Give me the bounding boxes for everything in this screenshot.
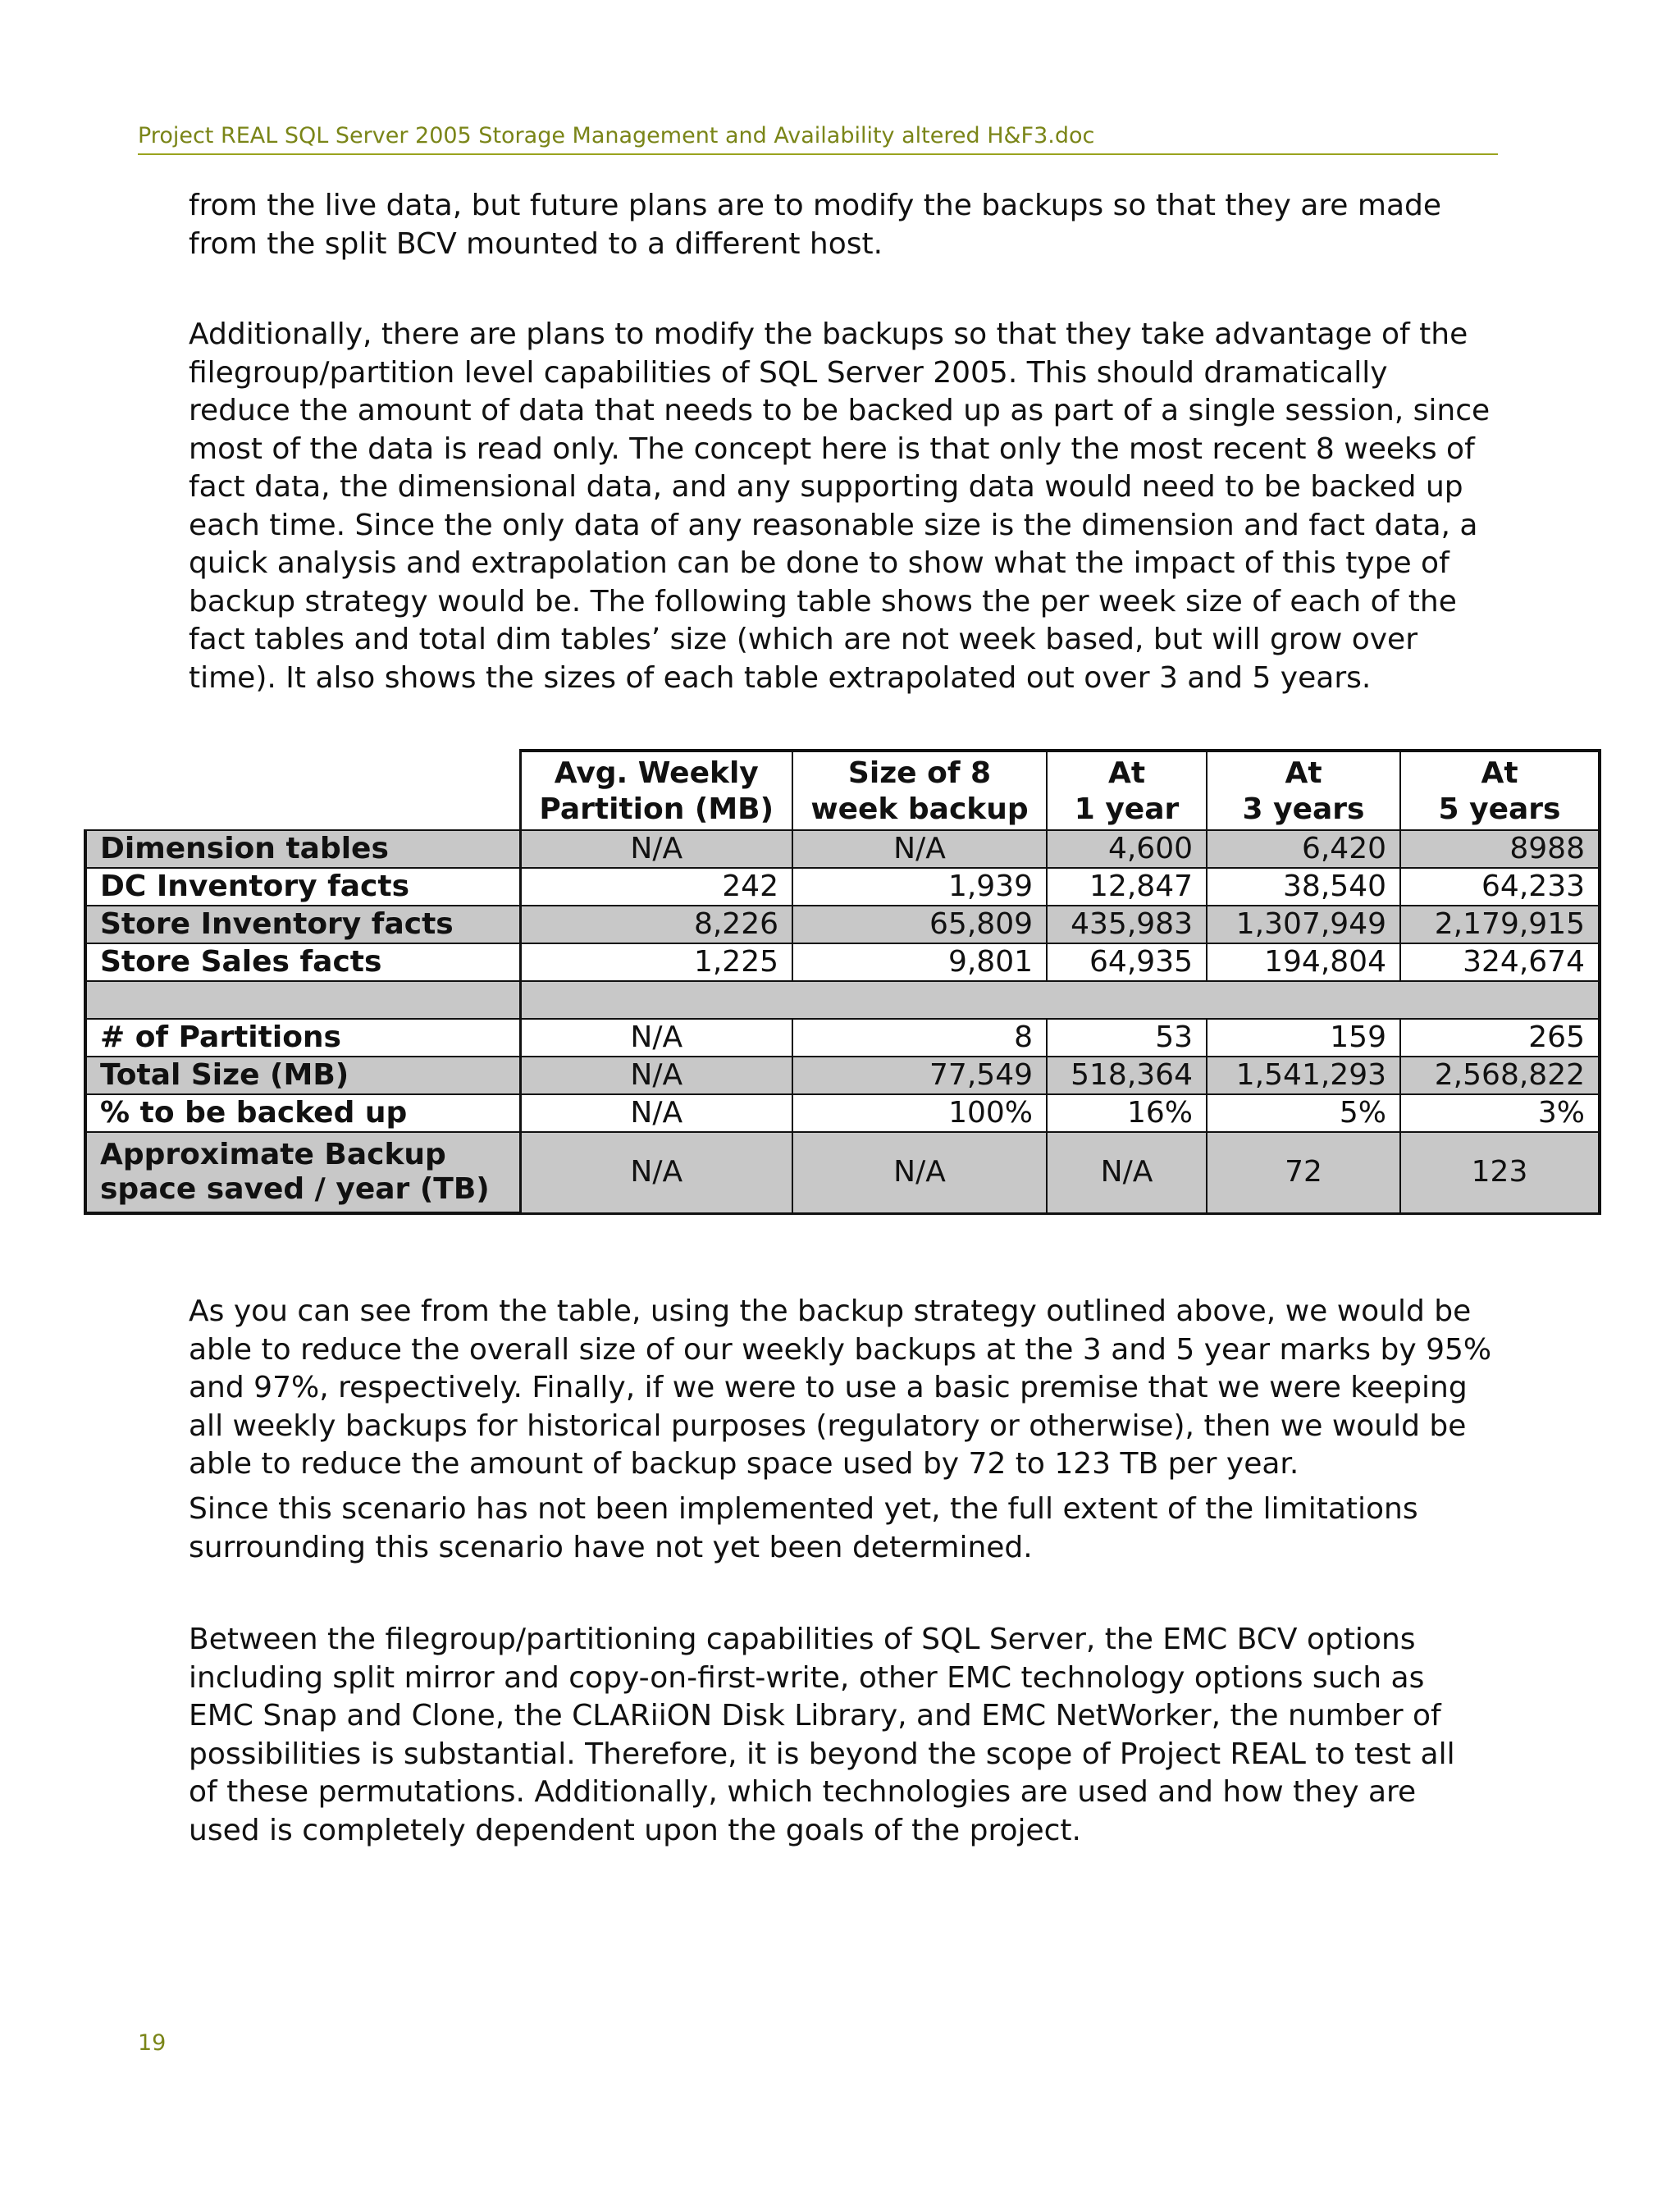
table-cell: 53 bbox=[1047, 1019, 1207, 1057]
text-line: and 97%, respectively. Finally, if we were to use a basic premise that we were keeping bbox=[189, 1371, 1468, 1404]
text-line: able to reduce the overall size of our weekly backups at the 3 and 5 year marks by 95% bbox=[189, 1332, 1492, 1367]
text-line: filegroup/partition level capabilities of SQL Server 2005. This should dramatically bbox=[189, 355, 1388, 390]
row-label: DC Inventory facts bbox=[85, 868, 520, 906]
spacer-cell bbox=[85, 981, 520, 1019]
table-cell: N/A bbox=[520, 1057, 792, 1094]
page-number: 19 bbox=[138, 2030, 167, 2056]
text-line: time). It also shows the sizes of each table extrapolated out over 3 and 5 years. bbox=[189, 660, 1372, 695]
table-cell: 9,801 bbox=[792, 943, 1047, 981]
table-cell: 12,847 bbox=[1047, 868, 1207, 906]
table-row bbox=[85, 1094, 1600, 1132]
paragraph-5 bbox=[189, 1621, 1518, 1850]
text-line: fact data, the dimensional data, and any supporting data would need to be backed up bbox=[189, 470, 1463, 504]
table-cell: 72 bbox=[1207, 1132, 1400, 1213]
table-cell: 8,226 bbox=[520, 906, 792, 943]
paragraph-4 bbox=[189, 1491, 1518, 1567]
text-line: quick analysis and extrapolation can be done to show what the impact of this type of bbox=[189, 546, 1449, 580]
text-line: each time. Since the only data of any reasonable size is the dimension and fact data, a bbox=[189, 508, 1478, 542]
table-cell: 194,804 bbox=[1207, 943, 1400, 981]
text-line: surrounding this scenario have not yet been determined. bbox=[189, 1530, 1033, 1564]
backup-size-table bbox=[84, 749, 1601, 1215]
table-row bbox=[85, 943, 1600, 981]
table-cell: 1,225 bbox=[520, 943, 792, 981]
paragraph-2 bbox=[189, 316, 1518, 697]
table-cell: N/A bbox=[520, 1132, 792, 1213]
text-line: reduce the amount of data that needs to be backed up as part of a single session, since bbox=[189, 394, 1491, 427]
column-header: At 1 year bbox=[1047, 751, 1207, 830]
table-cell: 1,541,293 bbox=[1207, 1057, 1400, 1094]
table-row bbox=[85, 1019, 1600, 1057]
table-cell: 242 bbox=[520, 868, 792, 906]
table-cell: N/A bbox=[520, 1019, 792, 1057]
table-cell: N/A bbox=[1047, 1132, 1207, 1213]
text-line: Since this scenario has not been implemented yet, the full extent of the limitations bbox=[189, 1492, 1418, 1526]
table-cell: 64,233 bbox=[1400, 868, 1600, 906]
table-row bbox=[85, 1057, 1600, 1094]
column-header: At 5 years bbox=[1400, 751, 1600, 830]
text-line: Additionally, there are plans to modify the backups so that they take advantage of the bbox=[189, 317, 1468, 351]
text-line: used is completely dependent upon the goals of the project. bbox=[189, 1813, 1081, 1847]
table-row bbox=[85, 1132, 1600, 1213]
text-line: fact tables and total dim tables’ size (which are not week based, but will grow over bbox=[189, 623, 1418, 656]
table-cell: 8988 bbox=[1400, 830, 1600, 868]
table-cell: 8 bbox=[792, 1019, 1047, 1057]
table-cell: N/A bbox=[520, 830, 792, 868]
table-row bbox=[85, 830, 1600, 868]
table-cell: 265 bbox=[1400, 1019, 1600, 1057]
column-header: Avg. Weekly Partition (MB) bbox=[520, 751, 792, 830]
row-label: Store Inventory facts bbox=[85, 906, 520, 943]
table-cell: 38,540 bbox=[1207, 868, 1400, 906]
table-cell: 159 bbox=[1207, 1019, 1400, 1057]
row-label: Approximate Backup space saved / year (TB) bbox=[85, 1132, 520, 1213]
text-line: able to reduce the amount of backup space used by 72 to 123 TB per year. bbox=[189, 1447, 1299, 1481]
table-cell: 2,568,822 bbox=[1400, 1057, 1600, 1094]
row-label: Store Sales facts bbox=[85, 943, 520, 981]
text-line: from the live data, but future plans are to modify the backups so that they are made bbox=[189, 189, 1442, 222]
table-spacer-row bbox=[85, 981, 1600, 1019]
row-label: Dimension tables bbox=[85, 830, 520, 868]
text-line: including split mirror and copy-on-first-write, other EMC technology options such as bbox=[189, 1660, 1425, 1695]
table-cell: 64,935 bbox=[1047, 943, 1207, 981]
table-cell: 3% bbox=[1400, 1094, 1600, 1132]
table-cell: 518,364 bbox=[1047, 1057, 1207, 1094]
text-line: all weekly backups for historical purposes (regulatory or otherwise), then we would be bbox=[189, 1408, 1467, 1443]
text-line: As you can see from the table, using the backup strategy outlined above, we would be bbox=[189, 1294, 1472, 1328]
text-line: EMC Snap and Clone, the CLARiiON Disk Library, and EMC NetWorker, the number of bbox=[189, 1699, 1441, 1732]
row-label: # of Partitions bbox=[85, 1019, 520, 1057]
table-cell: 16% bbox=[1047, 1094, 1207, 1132]
text-line: backup strategy would be. The following table shows the per week size of each of the bbox=[189, 584, 1457, 619]
column-header: Size of 8 week backup bbox=[792, 751, 1047, 830]
table-cell: N/A bbox=[520, 1094, 792, 1132]
table-cell: 435,983 bbox=[1047, 906, 1207, 943]
paragraph-1 bbox=[189, 187, 1518, 263]
table-header-row bbox=[85, 751, 1600, 830]
paragraph-3 bbox=[189, 1293, 1518, 1484]
running-header: Project REAL SQL Server 2005 Storage Management and Availability altered H&F3.doc bbox=[138, 123, 1498, 155]
table-cell: 1,939 bbox=[792, 868, 1047, 906]
text-line: possibilities is substantial. Therefore, it is beyond the scope of Project REAL to test all bbox=[189, 1737, 1455, 1771]
table-cell: 2,179,915 bbox=[1400, 906, 1600, 943]
table-corner bbox=[85, 751, 520, 830]
table-cell: 324,674 bbox=[1400, 943, 1600, 981]
text-line: of these permutations. Additionally, which technologies are used and how they are bbox=[189, 1775, 1417, 1809]
text-line: Between the filegroup/partitioning capabilities of SQL Server, the EMC BCV options bbox=[189, 1623, 1416, 1656]
table-cell: 65,809 bbox=[792, 906, 1047, 943]
row-label: % to be backed up bbox=[85, 1094, 520, 1132]
table-row bbox=[85, 868, 1600, 906]
table-cell: 6,420 bbox=[1207, 830, 1400, 868]
text-line: from the split BCV mounted to a different host. bbox=[189, 226, 883, 261]
column-header: At 3 years bbox=[1207, 751, 1400, 830]
table-cell: N/A bbox=[792, 1132, 1047, 1213]
table-cell: 5% bbox=[1207, 1094, 1400, 1132]
table-cell: 1,307,949 bbox=[1207, 906, 1400, 943]
table-row bbox=[85, 906, 1600, 943]
table-cell: 100% bbox=[792, 1094, 1047, 1132]
table-cell: 4,600 bbox=[1047, 830, 1207, 868]
table-cell: 123 bbox=[1400, 1132, 1600, 1213]
table-cell: 77,549 bbox=[792, 1057, 1047, 1094]
text-line: most of the data is read only. The concept here is that only the most recent 8 weeks of bbox=[189, 431, 1475, 466]
spacer-cell bbox=[520, 981, 1600, 1019]
table-cell: N/A bbox=[792, 830, 1047, 868]
row-label: Total Size (MB) bbox=[85, 1057, 520, 1094]
